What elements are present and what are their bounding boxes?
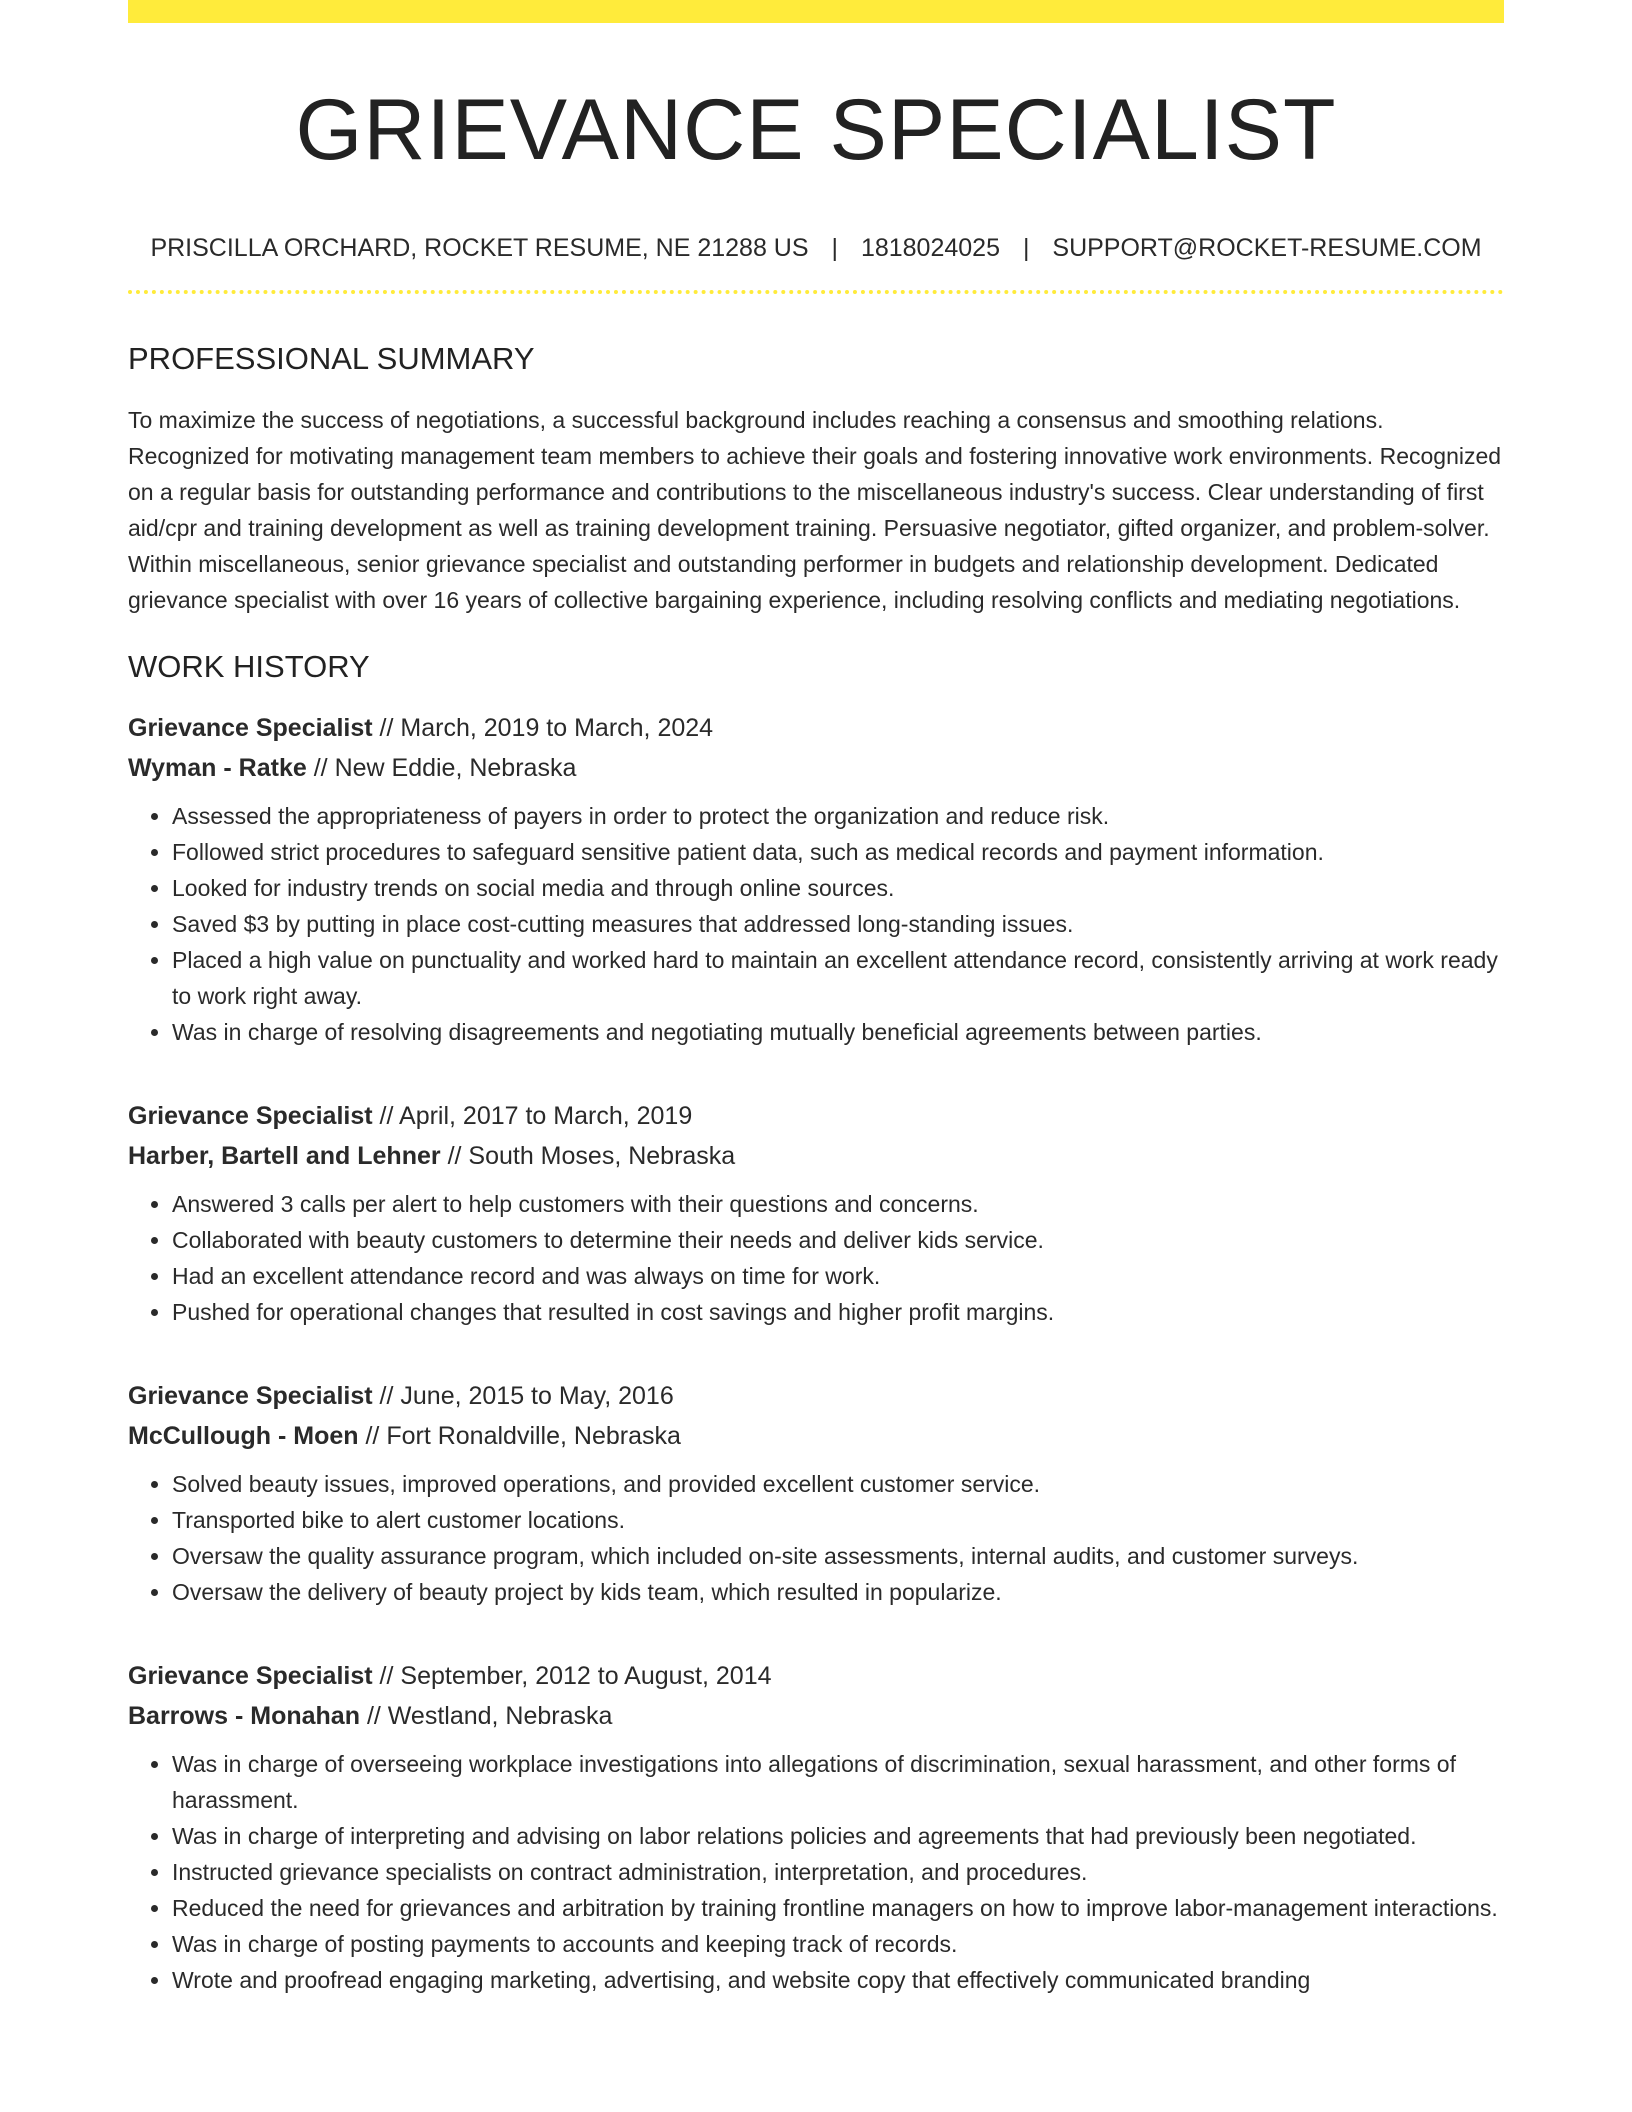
job-separator: //: [365, 1422, 387, 1450]
job-separator: //: [313, 754, 335, 782]
job-separator: //: [366, 1702, 388, 1730]
job-bullet: • Transported bike to alert customer locations.: [172, 1502, 1504, 1538]
job-bullet: • Pushed for operational changes that resulted in cost savings and higher profit margins.: [172, 1294, 1504, 1330]
contact-address: PRISCILLA ORCHARD, ROCKET RESUME, NE 21288 US: [150, 234, 809, 262]
job-dates: March, 2019 to March, 2024: [400, 714, 714, 742]
job-title: Grievance Specialist: [128, 1662, 373, 1690]
job-bullet: • Collaborated with beauty customers to determine their needs and deliver kids service.: [172, 1222, 1504, 1258]
job-title-line: [128, 708, 1504, 748]
job-entry: [128, 1376, 1504, 1610]
job-dates: June, 2015 to May, 2016: [400, 1382, 674, 1410]
job-bullet: • Wrote and proofread engaging marketing, advertising, and website copy that effectively communicated branding: [172, 1962, 1504, 1998]
job-bullet: • Oversaw the quality assurance program, which included on-site assessments, internal audits, and customer surveys.: [172, 1538, 1504, 1574]
contact-email: SUPPORT@ROCKET-RESUME.COM: [1052, 234, 1482, 262]
job-bullet: • Was in charge of overseeing workplace investigations into allegations of discrimination, sexual harassment, and other forms of harassment.: [172, 1746, 1504, 1818]
job-separator: //: [379, 1382, 401, 1410]
job-company-line: [128, 1416, 1504, 1456]
job-company: McCullough - Moen: [128, 1422, 359, 1450]
job-entry: [128, 708, 1504, 1050]
job-location: South Moses, Nebraska: [468, 1142, 736, 1170]
job-bullet: • Answered 3 calls per alert to help customers with their questions and concerns.: [172, 1186, 1504, 1222]
job-company: Wyman - Ratke: [128, 754, 307, 782]
job-company: Harber, Bartell and Lehner: [128, 1142, 441, 1170]
job-separator: //: [447, 1142, 469, 1170]
contact-phone: 1818024025: [860, 234, 1000, 262]
job-bullet: • Was in charge of resolving disagreements and negotiating mutually beneficial agreements between parties.: [172, 1014, 1504, 1050]
job-bullet: • Oversaw the delivery of beauty project by kids team, which resulted in popularize.: [172, 1574, 1504, 1610]
resume-title: GRIEVANCE SPECIALIST: [295, 82, 1337, 178]
job-separator: //: [379, 1102, 400, 1130]
job-bullets: [128, 798, 1504, 1050]
job-company-line: [128, 1696, 1504, 1736]
contact-separator: |: [1022, 234, 1030, 262]
job-bullet: • Followed strict procedures to safeguard sensitive patient data, such as medical records and payment information.: [172, 834, 1504, 870]
job-location: New Eddie, Nebraska: [334, 754, 577, 782]
job-separator: //: [379, 714, 401, 742]
contact-line: [128, 232, 1504, 264]
summary-text: To maximize the success of negotiations, a successful background includes reaching a consensus and smoothing relations. Recognized for motivating management team members to achieve their goals and fostering innovative work environments. Recognized on a regular basis for outstanding performance and contributions to the miscellaneous industry's success. Clear understanding of first aid/cpr and training development as well as training development training. Persuasive negotiator, gifted organizer, and problem-solver. Within miscellaneous, senior grievance specialist and outstanding performer in budgets and relationship development. Dedicated grievance specialist with over 16 years of collective bargaining experience, including resolving conflicts and mediating negotiations.: [128, 407, 1502, 613]
job-title: Grievance Specialist: [128, 1382, 373, 1410]
job-entry: [128, 1656, 1504, 1998]
job-bullets: [128, 1186, 1504, 1330]
job-company: Barrows - Monahan: [128, 1702, 360, 1730]
job-title-line: [128, 1656, 1504, 1696]
job-dates: April, 2017 to March, 2019: [399, 1102, 693, 1130]
job-separator: //: [379, 1662, 401, 1690]
job-bullet: • Saved $3 by putting in place cost-cutting measures that addressed long-standing issues.: [172, 906, 1504, 942]
job-bullet: • Looked for industry trends on social media and through online sources.: [172, 870, 1504, 906]
job-title-line: [128, 1096, 1504, 1136]
resume-page: [128, 0, 1504, 1998]
job-title: Grievance Specialist: [128, 714, 373, 742]
job-bullet: • Instructed grievance specialists on contract administration, interpretation, and procedures.: [172, 1854, 1504, 1890]
contact-separator: |: [831, 234, 838, 262]
job-bullet: • Reduced the need for grievances and arbitration by training frontline managers on how to improve labor-management interactions.: [172, 1890, 1504, 1926]
work-history-list: [128, 708, 1504, 1998]
job-bullet: • Was in charge of interpreting and advising on labor relations policies and agreements that had previously been negotiated.: [172, 1818, 1504, 1854]
job-entry: [128, 1096, 1504, 1330]
job-company-line: [128, 748, 1504, 788]
job-bullet: • Placed a high value on punctuality and worked hard to maintain an excellent attendance record, consistently arriving at work ready to work right away.: [172, 942, 1504, 1014]
job-bullet: • Solved beauty issues, improved operations, and provided excellent customer service.: [172, 1466, 1504, 1502]
job-dates: September, 2012 to August, 2014: [400, 1662, 772, 1690]
dotted-divider: [128, 290, 1504, 294]
summary-heading: PROFESSIONAL SUMMARY: [128, 341, 535, 376]
job-bullet: • Had an excellent attendance record and was always on time for work.: [172, 1258, 1504, 1294]
job-bullet: • Assessed the appropriateness of payers in order to protect the organization and reduce risk.: [172, 798, 1504, 834]
job-title-line: [128, 1376, 1504, 1416]
job-location: Fort Ronaldville, Nebraska: [386, 1422, 681, 1450]
job-bullets: [128, 1466, 1504, 1610]
job-title: Grievance Specialist: [128, 1102, 373, 1130]
work-history-heading: WORK HISTORY: [128, 649, 370, 684]
job-company-line: [128, 1136, 1504, 1176]
job-bullet: • Was in charge of posting payments to accounts and keeping track of records.: [172, 1926, 1504, 1962]
job-bullets: [128, 1746, 1504, 1998]
job-location: Westland, Nebraska: [387, 1702, 613, 1730]
